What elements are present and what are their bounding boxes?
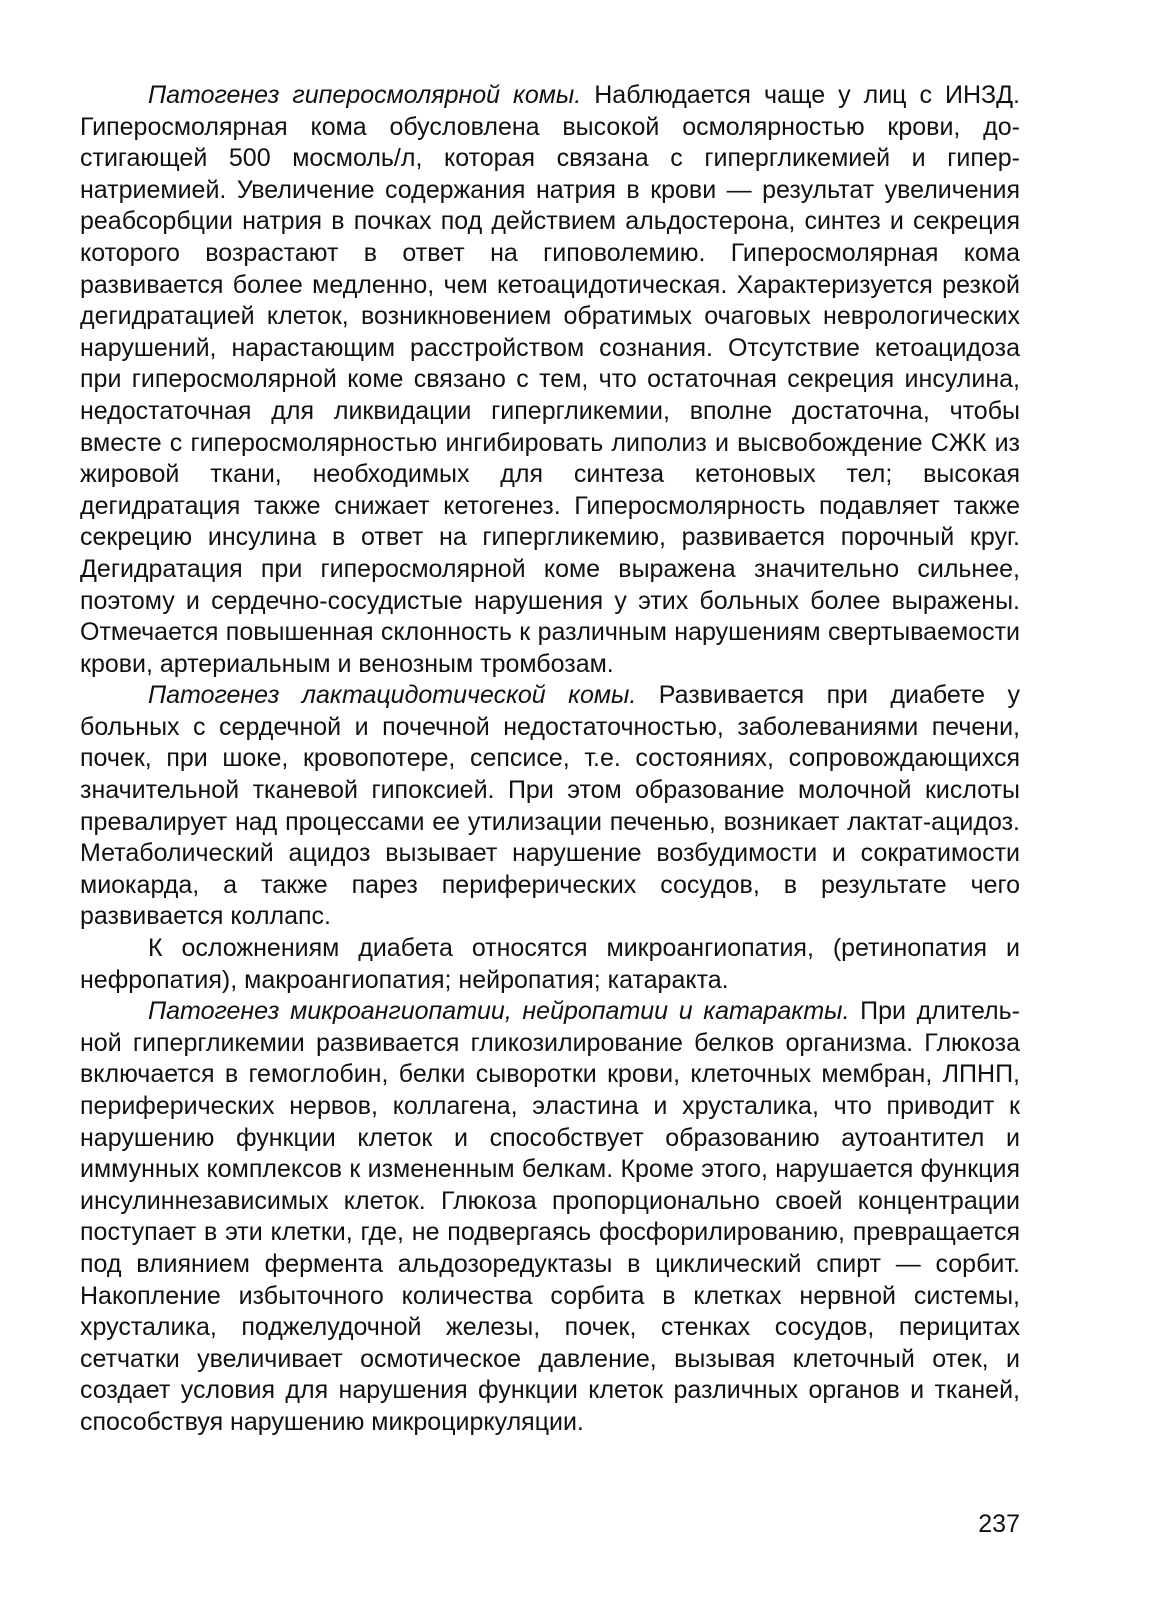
paragraph-title: Патогенез лактацидотической комы. xyxy=(148,681,637,710)
paragraph-lactacidotic-coma xyxy=(80,680,1020,933)
paragraph-microangiopathy xyxy=(80,996,1020,1438)
document-page xyxy=(80,80,1020,1580)
paragraph-text: Наблюдается чаще у лиц с ИНЗД. Гиперосмолярная кома обусловлена высокой осмолярностью крови, достигающей 500 мосмоль/л, которая связана с гипергликемией и гипернатриемией. Увеличение содержания натрия в крови — результат увеличения реабсорбции натрия в почках под действием альдостерона, синтез и секреция которого возрастают в ответ на гиповолемию. Гиперосмолярная кома развивается более медленно, чем кетоацидотическая. Характеризуется резкой дегидратацией клеток, возникновением обратимых очаговых неврологических нарушений, нарастающим расстройством сознания. Отсутствие кетоацидоза при гиперосмолярной коме связано с тем, что остаточная секреция инсулина, недостаточная для ликвидации гипергликемии, вполне достаточна, чтобы вместе с гиперосмолярностью ингибировать липолиз и высвобождение СЖК из жировой ткани, необходимых для синтеза кетоновых тел; высокая дегидратация также снижает кетогенез. Гиперосмолярность подавляет также секрецию инсулина в ответ на гипергликемию, развивается порочный круг. Дегидратация при гиперосмолярной коме выражена значительно сильнее, поэтому и сердечно-сосудистые нарушения у этих больных более выражены. Отмечается повышенная склонность к различным нарушениям свертываемости крови, артериальным и венозным тромбозам. xyxy=(80,81,1020,678)
page-number: 237 xyxy=(978,1510,1020,1538)
paragraph-text: Развивается при диабете у больных с сердечной и почечной недостаточностью, заболеваниями печени, почек, при шоке, кровопотере, сепсисе, т.е. состояниях, сопровождающихся значительной тканевой гипоксией. При этом образование молочной кислоты превалирует над процессами ее утилизации печенью, возникает лактат-ацидоз. Метаболический ацидоз вызывает нарушение возбудимости и сократимости миокарда, а также парез периферических сосудов, в результате чего развивается коллапс. xyxy=(80,681,1020,931)
paragraph-text: К осложнениям диабета относятся микроангиопатия, (ретинопатия и нефропатия), макроангиопатия; нейропатия; катаракта. xyxy=(80,934,1020,994)
paragraph-text: При длительной гипергликемии развивается гликозилирование белков организма. Глюкоза включается в гемоглобин, белки сыворотки крови, клеточных мембран, ЛПНП, периферических нервов, коллагена, эластина и хрусталика, что приводит к нарушению функции клеток и способствует образованию аутоантител и иммунных комплексов к измененным белкам. Кроме этого, нарушается функция инсулиннезависимых клеток. Глюкоза пропорционально своей концентрации поступает в эти клетки, где, не подвергаясь фосфорилированию, превращается под влиянием фермента альдозоредуктазы в циклический спирт — сорбит. Накопление избыточного количества сорбита в клетках нервной системы, хрусталика, поджелудочной железы, почек, стенках сосудов, перицитах сетчатки увеличивает осмотическое давление, вызывая клеточный отек, и создает условия для нарушения функции клеток различных органов и тканей, способствуя нарушению микроциркуляции. xyxy=(80,997,1020,1436)
paragraph-hyperosmolar-coma xyxy=(80,80,1020,680)
paragraph-complications xyxy=(80,933,1020,996)
paragraph-title: Патогенез гиперосмолярной комы. xyxy=(148,81,582,109)
paragraph-title: Патогенез микроангиопатии, нейропатии и катаракты. xyxy=(148,997,850,1026)
